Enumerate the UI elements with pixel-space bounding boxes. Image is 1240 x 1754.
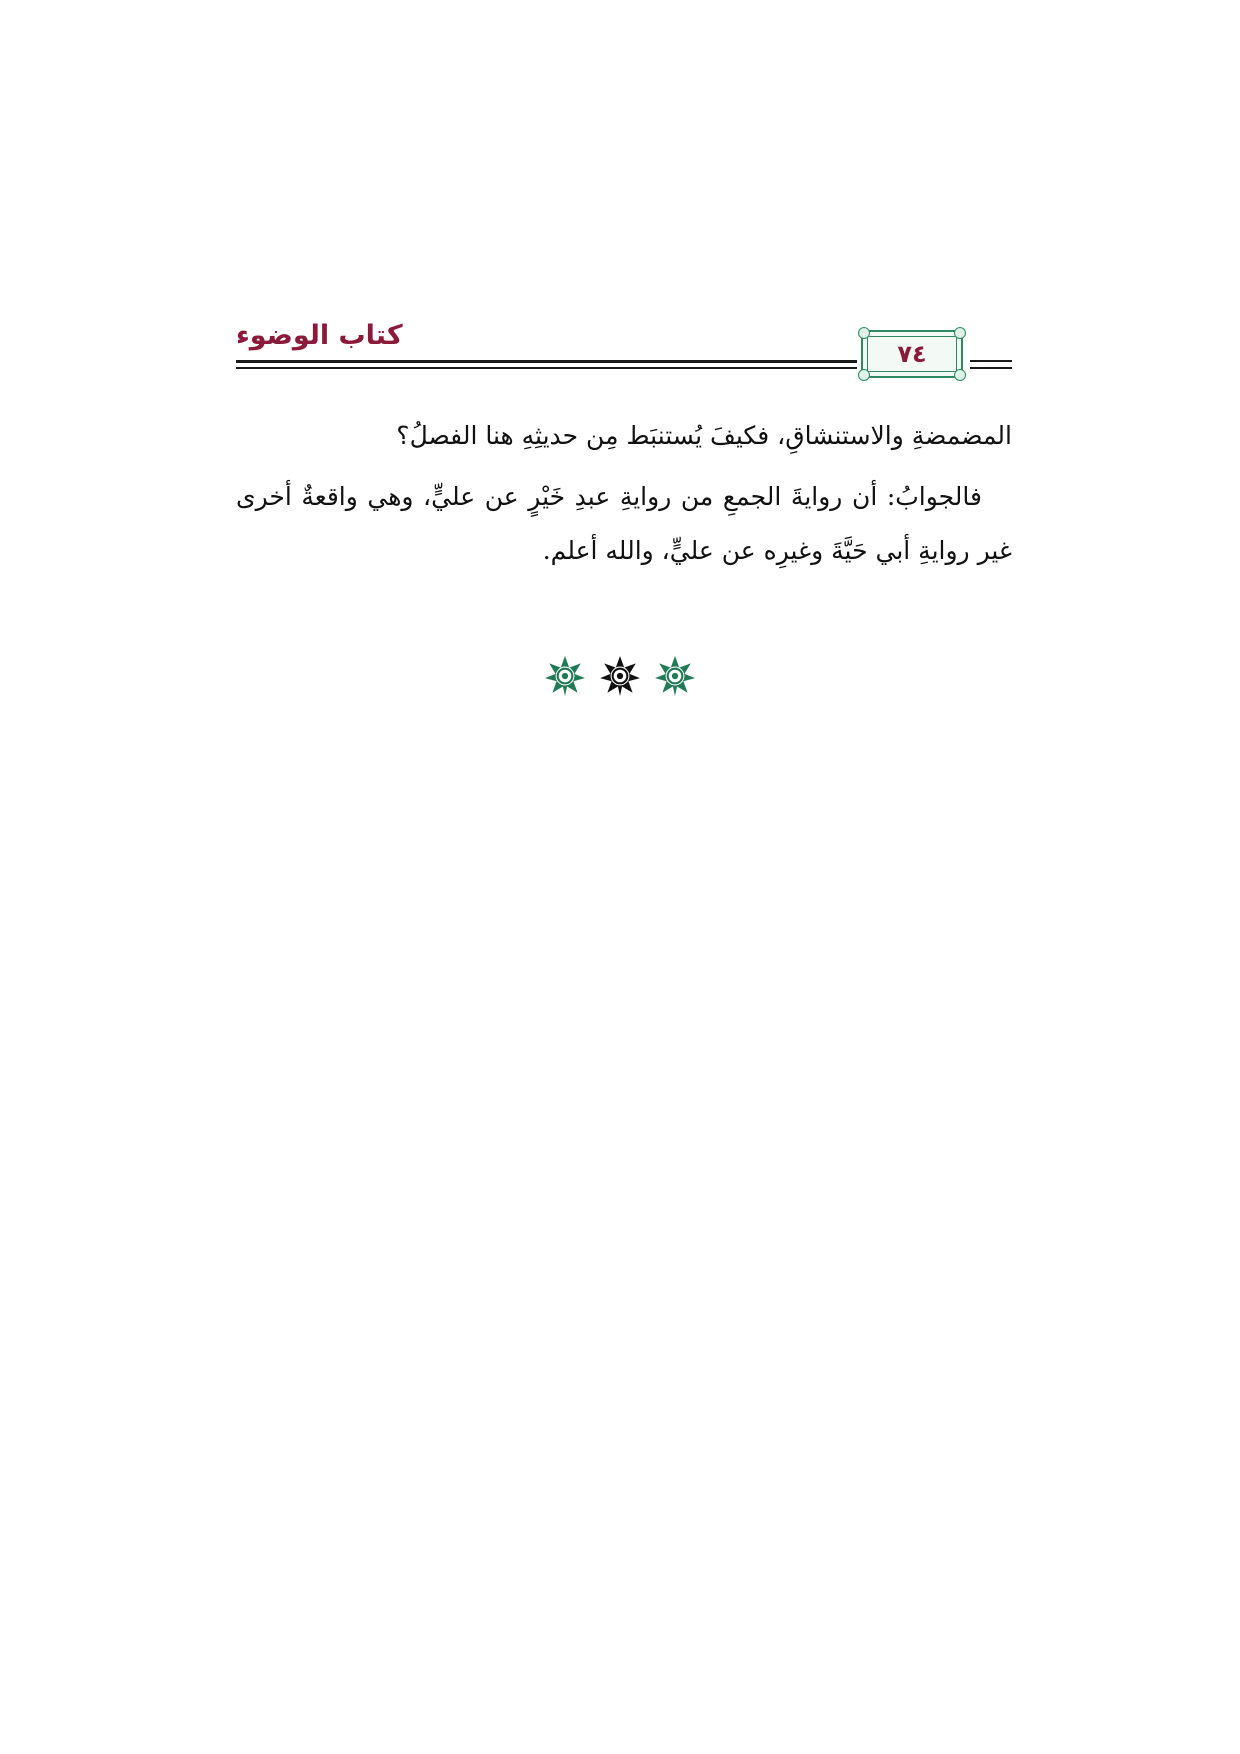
star-flower-icon (544, 655, 586, 697)
main-text (236, 406, 1012, 578)
frame-corner-ornament (858, 369, 870, 381)
header-rule (970, 367, 1012, 369)
paragraph: المضمضةِ والاستنشاقِ، فكيفَ يُستنبَط مِن حديثِهِ هنا الفصلُ؟ (396, 421, 1012, 450)
frame-corner-ornament (858, 327, 870, 339)
header-rule (236, 360, 857, 363)
star-flower-icon (599, 655, 641, 697)
frame-corner-ornament (954, 369, 966, 381)
page-number: ٧٤ (897, 340, 927, 368)
section-end-ornament (544, 654, 696, 698)
page-number-frame (861, 330, 963, 378)
book-title: كتاب الوضوء (236, 320, 403, 351)
star-flower-icon (654, 655, 696, 697)
header-rule (970, 360, 1012, 362)
header-rule (236, 367, 857, 369)
paragraph: فالجوابُ: أن روايةَ الجمعِ من روايةِ عبدِ خَيْرٍ عن عليٍّ، وهي واقعةٌ أخرى غير روايةِ أبي حَيَّةَ وغيرِه عن عليٍّ، والله أعلم. (236, 482, 1012, 565)
running-header (236, 318, 1012, 390)
frame-corner-ornament (954, 327, 966, 339)
